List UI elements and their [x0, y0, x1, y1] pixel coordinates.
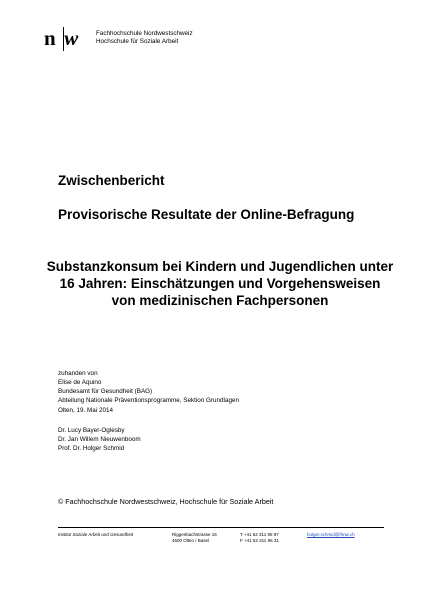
logo-line-faculty: Hochschule für Soziale Arbeit	[96, 37, 179, 45]
footer-address-line: Riggenbachstrasse 16	[172, 532, 217, 537]
footer-phone-line: T +41 62 311 95 97	[240, 532, 279, 537]
report-title-line: 16 Jahren: Einschätzungen und Vorgehensweisen	[59, 276, 381, 291]
footer-divider	[58, 527, 384, 528]
report-date: Olten, 19. Mai 2014	[58, 407, 113, 414]
author-name: Prof. Dr. Holger Schmid	[58, 444, 125, 452]
logo-separator	[63, 27, 64, 51]
report-subtitle: Provisorische Resultate der Online-Befragung	[58, 207, 355, 222]
footer-address-line: 4600 Olten / Basel	[172, 538, 210, 543]
recipient-line: Elise de Aquino	[58, 378, 102, 386]
logo-mark-n: n	[44, 26, 56, 50]
author-name: Dr. Lucy Bayer-Oglesby	[58, 427, 125, 434]
author-name: Dr. Jan Willem Nieuwenboom	[58, 435, 141, 443]
logo-mark-w: w	[64, 26, 78, 50]
recipient-line: Bundesamt für Gesundheit (BAG)	[58, 387, 153, 395]
report-title-line: von medizinischen Fachpersonen	[111, 293, 329, 308]
report-type: Zwischenbericht	[58, 173, 165, 188]
footer-address	[172, 532, 217, 544]
report-title	[40, 258, 400, 309]
footer-phone	[240, 532, 279, 544]
logo-line-school: Fachhochschule Nordwestschweiz	[96, 30, 193, 37]
recipient-line: Abteilung Nationale Präventionsprogramme, Sektion Grundlagen	[58, 396, 239, 404]
recipient-block	[58, 370, 239, 406]
footer-email-link[interactable]: holger.schmid@fhnw.ch	[307, 532, 355, 537]
footer-institute: Institut Soziale Arbeit und Gesundheit	[58, 532, 134, 537]
report-title-line: Substanzkonsum bei Kindern und Jugendlichen unter	[46, 259, 394, 274]
logo-text	[96, 30, 193, 45]
footer-fax-line: F +41 62 311 96 31	[240, 538, 279, 543]
fhnw-logo-mark	[44, 27, 78, 49]
authors-block	[58, 427, 141, 454]
recipient-line: zuhanden von	[58, 370, 98, 377]
copyright-notice: © Fachhochschule Nordwestschweiz, Hochschule für Soziale Arbeit	[58, 497, 274, 506]
